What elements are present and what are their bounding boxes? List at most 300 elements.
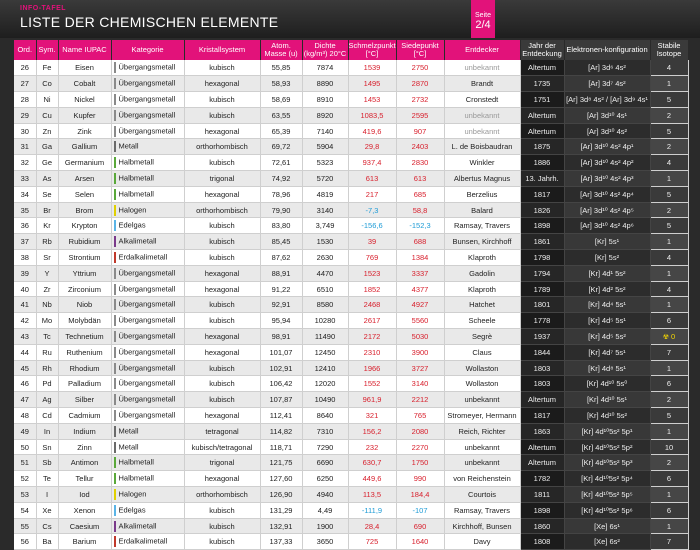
discoverer: Winkler xyxy=(444,155,520,171)
element-ordinal: 48 xyxy=(14,408,36,424)
discoverer: Reich, Richter xyxy=(444,423,520,439)
element-ordinal: 49 xyxy=(14,423,36,439)
density: 11490 xyxy=(302,329,348,345)
element-ordinal: 51 xyxy=(14,455,36,471)
column-header: Stabile Isotope xyxy=(650,40,688,60)
category-color-bar xyxy=(114,315,116,326)
density: 8640 xyxy=(302,408,348,424)
density: 10490 xyxy=(302,392,348,408)
discoverer: unbekannt xyxy=(444,439,520,455)
element-category xyxy=(111,60,184,76)
electron-config: [Kr] 4d² 5s² xyxy=(564,281,650,297)
stable-isotopes: 6 xyxy=(650,376,688,392)
electron-config: [Kr] 4d⁵ 5s¹ xyxy=(564,313,650,329)
electron-config: [Kr] 4d¹⁰5s² 5p⁶ xyxy=(564,502,650,518)
atomic-mass: 87,62 xyxy=(260,250,302,266)
category-color-bar xyxy=(114,110,116,121)
discoverer: Bunsen, Kirchhoff xyxy=(444,234,520,250)
electron-config: [Kr] 4d⁵ 5s² xyxy=(564,329,650,345)
element-name: Gallium xyxy=(58,139,111,155)
atomic-mass: 58,69 xyxy=(260,92,302,108)
table-row xyxy=(14,471,688,487)
density: 4,49 xyxy=(302,502,348,518)
stable-isotopes: 1 xyxy=(650,297,688,313)
stable-isotopes: 1 xyxy=(650,76,688,92)
melting-point: -7,3 xyxy=(348,202,396,218)
boiling-point: 3900 xyxy=(396,344,444,360)
boiling-point: 690 xyxy=(396,518,444,534)
category-label: Halogen xyxy=(118,205,147,215)
stable-isotopes: 1 xyxy=(650,518,688,534)
category-label: Halbmetall xyxy=(118,457,154,467)
table-row xyxy=(14,76,688,92)
melting-point: 321 xyxy=(348,408,396,424)
boiling-point: 688 xyxy=(396,234,444,250)
electron-config: [Kr] 4d¹⁰5s² 5p⁵ xyxy=(564,487,650,503)
atomic-mass: 88,91 xyxy=(260,265,302,281)
element-category xyxy=(111,423,184,439)
element-symbol: Ba xyxy=(36,534,58,550)
element-symbol: Sn xyxy=(36,439,58,455)
table-body xyxy=(14,60,688,550)
atomic-mass: 127,60 xyxy=(260,471,302,487)
density: 12020 xyxy=(302,376,348,392)
category-color-bar xyxy=(114,363,116,374)
element-ordinal: 35 xyxy=(14,202,36,218)
electron-config: [Ar] 3d⁶ 4s² xyxy=(564,60,650,76)
stable-isotopes: 2 xyxy=(650,392,688,408)
melting-point: 2468 xyxy=(348,297,396,313)
discovery-year: 1817 xyxy=(520,408,564,424)
boiling-point: 907 xyxy=(396,123,444,139)
discovery-year: 1751 xyxy=(520,92,564,108)
crystal-system: kubisch xyxy=(184,234,260,250)
electron-config: [Kr] 4d¹⁰5s² 5p¹ xyxy=(564,423,650,439)
element-category xyxy=(111,344,184,360)
element-name: Molybdän xyxy=(58,313,111,329)
crystal-system: hexagonal xyxy=(184,344,260,360)
isotope-count: 0 xyxy=(671,331,676,341)
density: 6510 xyxy=(302,281,348,297)
crystal-system: kubisch xyxy=(184,534,260,550)
stable-isotopes: 1 xyxy=(650,487,688,503)
element-ordinal: 32 xyxy=(14,155,36,171)
electron-config: [Ar] 3d¹⁰ 4s² 4p² xyxy=(564,155,650,171)
element-ordinal: 27 xyxy=(14,76,36,92)
electron-config: [Kr] 4d⁸ 5s¹ xyxy=(564,360,650,376)
electron-config: [Ar] 3d¹⁰ 4s² xyxy=(564,123,650,139)
density: 1900 xyxy=(302,518,348,534)
electron-config: [Kr] 5s¹ xyxy=(564,234,650,250)
electron-config: [Kr] 4d¹⁰5s² 5p³ xyxy=(564,455,650,471)
boiling-point: 184,4 xyxy=(396,487,444,503)
element-ordinal: 34 xyxy=(14,186,36,202)
element-category xyxy=(111,376,184,392)
info-label: INFO-TAFEL xyxy=(20,5,67,12)
element-ordinal: 45 xyxy=(14,360,36,376)
atomic-mass: 55,85 xyxy=(260,60,302,76)
element-name: Nickel xyxy=(58,92,111,108)
category-label: Halbmetall xyxy=(118,189,154,199)
discoverer: Brandt xyxy=(444,76,520,92)
element-name: Selen xyxy=(58,186,111,202)
element-symbol: Kr xyxy=(36,218,58,234)
atomic-mass: 114,82 xyxy=(260,423,302,439)
discovery-year: 1826 xyxy=(520,202,564,218)
melting-point: 232 xyxy=(348,439,396,455)
column-header: Kristallsystem xyxy=(184,40,260,60)
table-row xyxy=(14,171,688,187)
atomic-mass: 102,91 xyxy=(260,360,302,376)
column-header: Schmelzpunkt [°C] xyxy=(348,41,396,58)
discoverer: Kirchhoff, Bunsen xyxy=(444,518,520,534)
stable-isotopes xyxy=(650,329,688,345)
element-table xyxy=(14,40,688,550)
boiling-point: 4927 xyxy=(396,297,444,313)
stable-isotopes: 5 xyxy=(650,218,688,234)
density: 7310 xyxy=(302,423,348,439)
category-label: Alkalimetall xyxy=(118,236,157,246)
melting-point: 28,4 xyxy=(348,518,396,534)
discovery-year: 1789 xyxy=(520,281,564,297)
element-category xyxy=(111,297,184,313)
table-row xyxy=(14,439,688,455)
category-color-bar xyxy=(114,473,116,484)
element-name: Zink xyxy=(58,123,111,139)
discoverer: Courtois xyxy=(444,487,520,503)
discovery-year: 1875 xyxy=(520,139,564,155)
element-category xyxy=(111,518,184,534)
table-row xyxy=(14,392,688,408)
discovery-year: 1863 xyxy=(520,423,564,439)
table-row xyxy=(14,92,688,108)
electron-config: [Kr] 4d¹⁰5s² 5p² xyxy=(564,439,650,455)
stable-isotopes: 5 xyxy=(650,123,688,139)
electron-config: [Kr] 4d¹⁰ 5s⁰ xyxy=(564,376,650,392)
category-label: Übergangsmetall xyxy=(118,394,176,404)
discovery-year: 1803 xyxy=(520,360,564,376)
element-category xyxy=(111,123,184,139)
column-header: Elektronen-konfiguration xyxy=(564,40,650,60)
category-label: Übergangsmetall xyxy=(118,410,176,420)
crystal-system: kubisch xyxy=(184,502,260,518)
element-category xyxy=(111,155,184,171)
stable-isotopes: 1 xyxy=(650,423,688,439)
element-symbol: Zr xyxy=(36,281,58,297)
electron-config: [Ar] 3d¹⁰ 4s² 4p⁵ xyxy=(564,202,650,218)
discovery-year: Altertum xyxy=(520,439,564,455)
element-category xyxy=(111,455,184,471)
boiling-point: 3140 xyxy=(396,376,444,392)
category-label: Übergangsmetall xyxy=(118,315,176,325)
element-symbol: Xe xyxy=(36,502,58,518)
element-name: Kupfer xyxy=(58,107,111,123)
element-symbol: Ge xyxy=(36,155,58,171)
discovery-year: 1811 xyxy=(520,487,564,503)
element-symbol: Te xyxy=(36,471,58,487)
density: 12450 xyxy=(302,344,348,360)
density: 8580 xyxy=(302,297,348,313)
category-color-bar xyxy=(114,141,116,152)
element-category xyxy=(111,360,184,376)
stable-isotopes: 2 xyxy=(650,202,688,218)
electron-config: [Kr] 4d¹⁰5s² 5p⁴ xyxy=(564,471,650,487)
crystal-system: kubisch xyxy=(184,518,260,534)
category-color-bar xyxy=(114,126,116,137)
electron-config: [Kr] 4d¹ 5s² xyxy=(564,265,650,281)
category-color-bar xyxy=(114,284,116,295)
stable-isotopes: 5 xyxy=(650,92,688,108)
boiling-point: 4377 xyxy=(396,281,444,297)
electron-config: [Ar] 3d¹⁰ 4s² 4p⁶ xyxy=(564,218,650,234)
discoverer: Klaproth xyxy=(444,281,520,297)
electron-config: [Ar] 3d⁷ 4s² xyxy=(564,76,650,92)
category-label: Übergangsmetall xyxy=(118,126,176,136)
element-name: Silber xyxy=(58,392,111,408)
electron-config: [Ar] 3d¹⁰ 4s¹ xyxy=(564,107,650,123)
header xyxy=(0,0,700,38)
atomic-mass: 85,45 xyxy=(260,234,302,250)
element-symbol: Rh xyxy=(36,360,58,376)
crystal-system: hexagonal xyxy=(184,265,260,281)
category-label: Metall xyxy=(118,426,139,436)
discovery-year: 1860 xyxy=(520,518,564,534)
element-category xyxy=(111,218,184,234)
element-ordinal: 43 xyxy=(14,329,36,345)
element-symbol: Co xyxy=(36,76,58,92)
element-ordinal: 37 xyxy=(14,234,36,250)
boiling-point: 3337 xyxy=(396,265,444,281)
atomic-mass: 132,91 xyxy=(260,518,302,534)
crystal-system: trigonal xyxy=(184,171,260,187)
element-symbol: Cs xyxy=(36,518,58,534)
category-color-bar xyxy=(114,236,116,247)
density: 7874 xyxy=(302,60,348,76)
table-row xyxy=(14,297,688,313)
element-ordinal: 36 xyxy=(14,218,36,234)
melting-point: 113,5 xyxy=(348,487,396,503)
category-color-bar xyxy=(114,521,116,532)
element-category xyxy=(111,234,184,250)
category-label: Metall xyxy=(118,442,139,451)
melting-point: 630,7 xyxy=(348,455,396,471)
discoverer: unbekannt xyxy=(444,107,520,123)
element-name: Krypton xyxy=(58,218,111,234)
element-symbol: Sb xyxy=(36,455,58,471)
element-ordinal: 56 xyxy=(14,534,36,550)
element-name: Barium xyxy=(58,534,111,550)
crystal-system: hexagonal xyxy=(184,186,260,202)
element-ordinal: 55 xyxy=(14,518,36,534)
element-category xyxy=(111,502,184,518)
boiling-point: 2403 xyxy=(396,139,444,155)
column-header: Kategorie xyxy=(111,40,184,60)
element-symbol: Tc xyxy=(36,329,58,345)
element-name: Technetium xyxy=(58,329,111,345)
category-color-bar xyxy=(114,205,116,216)
discovery-year: 1808 xyxy=(520,534,564,550)
boiling-point: 2750 xyxy=(396,60,444,76)
stable-isotopes: 6 xyxy=(650,313,688,329)
element-name: Rubidium xyxy=(58,234,111,250)
density: 8890 xyxy=(302,76,348,92)
discoverer: unbekannt xyxy=(444,392,520,408)
stable-isotopes: 1 xyxy=(650,234,688,250)
crystal-system: kubisch xyxy=(184,392,260,408)
table-row xyxy=(14,360,688,376)
stable-isotopes: 4 xyxy=(650,60,688,76)
melting-point: 1852 xyxy=(348,281,396,297)
melting-point: 1539 xyxy=(348,60,396,76)
density: 1530 xyxy=(302,234,348,250)
element-ordinal: 46 xyxy=(14,376,36,392)
table-row xyxy=(14,265,688,281)
atomic-mass: 106,42 xyxy=(260,376,302,392)
table-row xyxy=(14,344,688,360)
boiling-point: 990 xyxy=(396,471,444,487)
element-symbol: Y xyxy=(36,265,58,281)
boiling-point: 2870 xyxy=(396,76,444,92)
melting-point: 961,9 xyxy=(348,392,396,408)
boiling-point: 1640 xyxy=(396,534,444,550)
category-color-bar xyxy=(114,394,116,405)
stable-isotopes: 5 xyxy=(650,408,688,424)
density: 8910 xyxy=(302,92,348,108)
atomic-mass: 65,39 xyxy=(260,123,302,139)
melting-point: 1552 xyxy=(348,376,396,392)
element-symbol: Ga xyxy=(36,139,58,155)
crystal-system: kubisch xyxy=(184,297,260,313)
atomic-mass: 78,96 xyxy=(260,186,302,202)
element-category xyxy=(111,281,184,297)
boiling-point: 2595 xyxy=(396,107,444,123)
element-category xyxy=(111,186,184,202)
table-row xyxy=(14,218,688,234)
stable-isotopes: 1 xyxy=(650,265,688,281)
element-category xyxy=(111,487,184,503)
category-color-bar xyxy=(114,62,116,73)
crystal-system: kubisch xyxy=(184,92,260,108)
stable-isotopes: 2 xyxy=(650,107,688,123)
category-color-bar xyxy=(114,331,116,342)
category-label: Halbmetall xyxy=(118,173,154,183)
discoverer: Albertus Magnus xyxy=(444,171,520,187)
category-label: Übergangsmetall xyxy=(118,268,176,278)
category-label: Übergangsmetall xyxy=(118,110,176,120)
column-header: Siedepunkt [°C] xyxy=(396,40,444,60)
element-symbol: In xyxy=(36,423,58,439)
atomic-mass: 131,29 xyxy=(260,502,302,518)
category-color-bar xyxy=(114,173,116,184)
category-color-bar xyxy=(114,78,116,89)
element-symbol: Nb xyxy=(36,297,58,313)
density: 5720 xyxy=(302,171,348,187)
element-ordinal: 52 xyxy=(14,471,36,487)
table-row xyxy=(14,518,688,534)
melting-point: 217 xyxy=(348,186,396,202)
discovery-year: 1937 xyxy=(520,329,564,345)
table-row xyxy=(14,455,688,471)
crystal-system: orthorhombisch xyxy=(184,202,260,218)
element-category xyxy=(111,250,184,266)
element-ordinal: 42 xyxy=(14,313,36,329)
discoverer: unbekannt xyxy=(444,123,520,139)
boiling-point: 1750 xyxy=(396,455,444,471)
category-color-bar xyxy=(114,189,116,200)
table-row xyxy=(14,186,688,202)
element-name: Antimon xyxy=(58,455,111,471)
density: 12410 xyxy=(302,360,348,376)
element-name: Germanium xyxy=(58,155,111,171)
category-color-bar xyxy=(114,442,116,453)
crystal-system: kubisch xyxy=(184,218,260,234)
category-label: Übergangsmetall xyxy=(118,94,176,104)
category-label: Übergangsmetall xyxy=(118,331,176,341)
melting-point: 1523 xyxy=(348,265,396,281)
column-header: Name IUPAC xyxy=(58,40,111,60)
boiling-point: 2212 xyxy=(396,392,444,408)
atomic-mass: 112,41 xyxy=(260,408,302,424)
element-name: Niob xyxy=(58,297,111,313)
column-header: Sym. xyxy=(36,40,58,60)
melting-point: 1495 xyxy=(348,76,396,92)
category-label: Halbmetall xyxy=(118,473,154,483)
boiling-point: 613 xyxy=(396,171,444,187)
discoverer: L. de Boisbaudran xyxy=(444,139,520,155)
element-ordinal: 40 xyxy=(14,281,36,297)
atomic-mass: 58,93 xyxy=(260,76,302,92)
category-label: Halogen xyxy=(118,489,147,499)
crystal-system: hexagonal xyxy=(184,123,260,139)
atomic-mass: 118,71 xyxy=(260,439,302,455)
element-name: Tellur xyxy=(58,471,111,487)
element-ordinal: 26 xyxy=(14,60,36,76)
element-name: Yttrium xyxy=(58,265,111,281)
discovery-year: 1898 xyxy=(520,218,564,234)
category-color-bar xyxy=(114,378,116,389)
electron-config: [Ar] 3d¹⁰ 4s² 4p⁴ xyxy=(564,186,650,202)
density: 3650 xyxy=(302,534,348,550)
table-row xyxy=(14,408,688,424)
element-name: Cobalt xyxy=(58,76,111,92)
electron-config: [Ar] 3d¹⁰ 4s² 4p¹ xyxy=(564,139,650,155)
category-label: Übergangsmetall xyxy=(118,284,176,294)
element-category xyxy=(111,313,184,329)
category-label: Alkalimetall xyxy=(118,520,157,530)
element-category xyxy=(111,107,184,123)
element-ordinal: 33 xyxy=(14,171,36,187)
boiling-point: 685 xyxy=(396,186,444,202)
column-header: Ord. xyxy=(14,40,36,60)
boiling-point: 2732 xyxy=(396,92,444,108)
element-name: Brom xyxy=(58,202,111,218)
element-ordinal: 41 xyxy=(14,297,36,313)
discovery-year: 1898 xyxy=(520,502,564,518)
stable-isotopes: 6 xyxy=(650,502,688,518)
electron-config: [Xe] 6s² xyxy=(564,534,650,550)
element-ordinal: 30 xyxy=(14,123,36,139)
table-row xyxy=(14,329,688,345)
melting-point: 1083,5 xyxy=(348,107,396,123)
melting-point: 156,2 xyxy=(348,423,396,439)
melting-point: 449,6 xyxy=(348,471,396,487)
element-name: Rhodium xyxy=(58,360,111,376)
element-symbol: Fe xyxy=(36,60,58,76)
table-row xyxy=(14,139,688,155)
electron-config: [Kr] 4d¹⁰ 5s¹ xyxy=(564,392,650,408)
crystal-system: trigonal xyxy=(184,455,260,471)
element-ordinal: 54 xyxy=(14,502,36,518)
